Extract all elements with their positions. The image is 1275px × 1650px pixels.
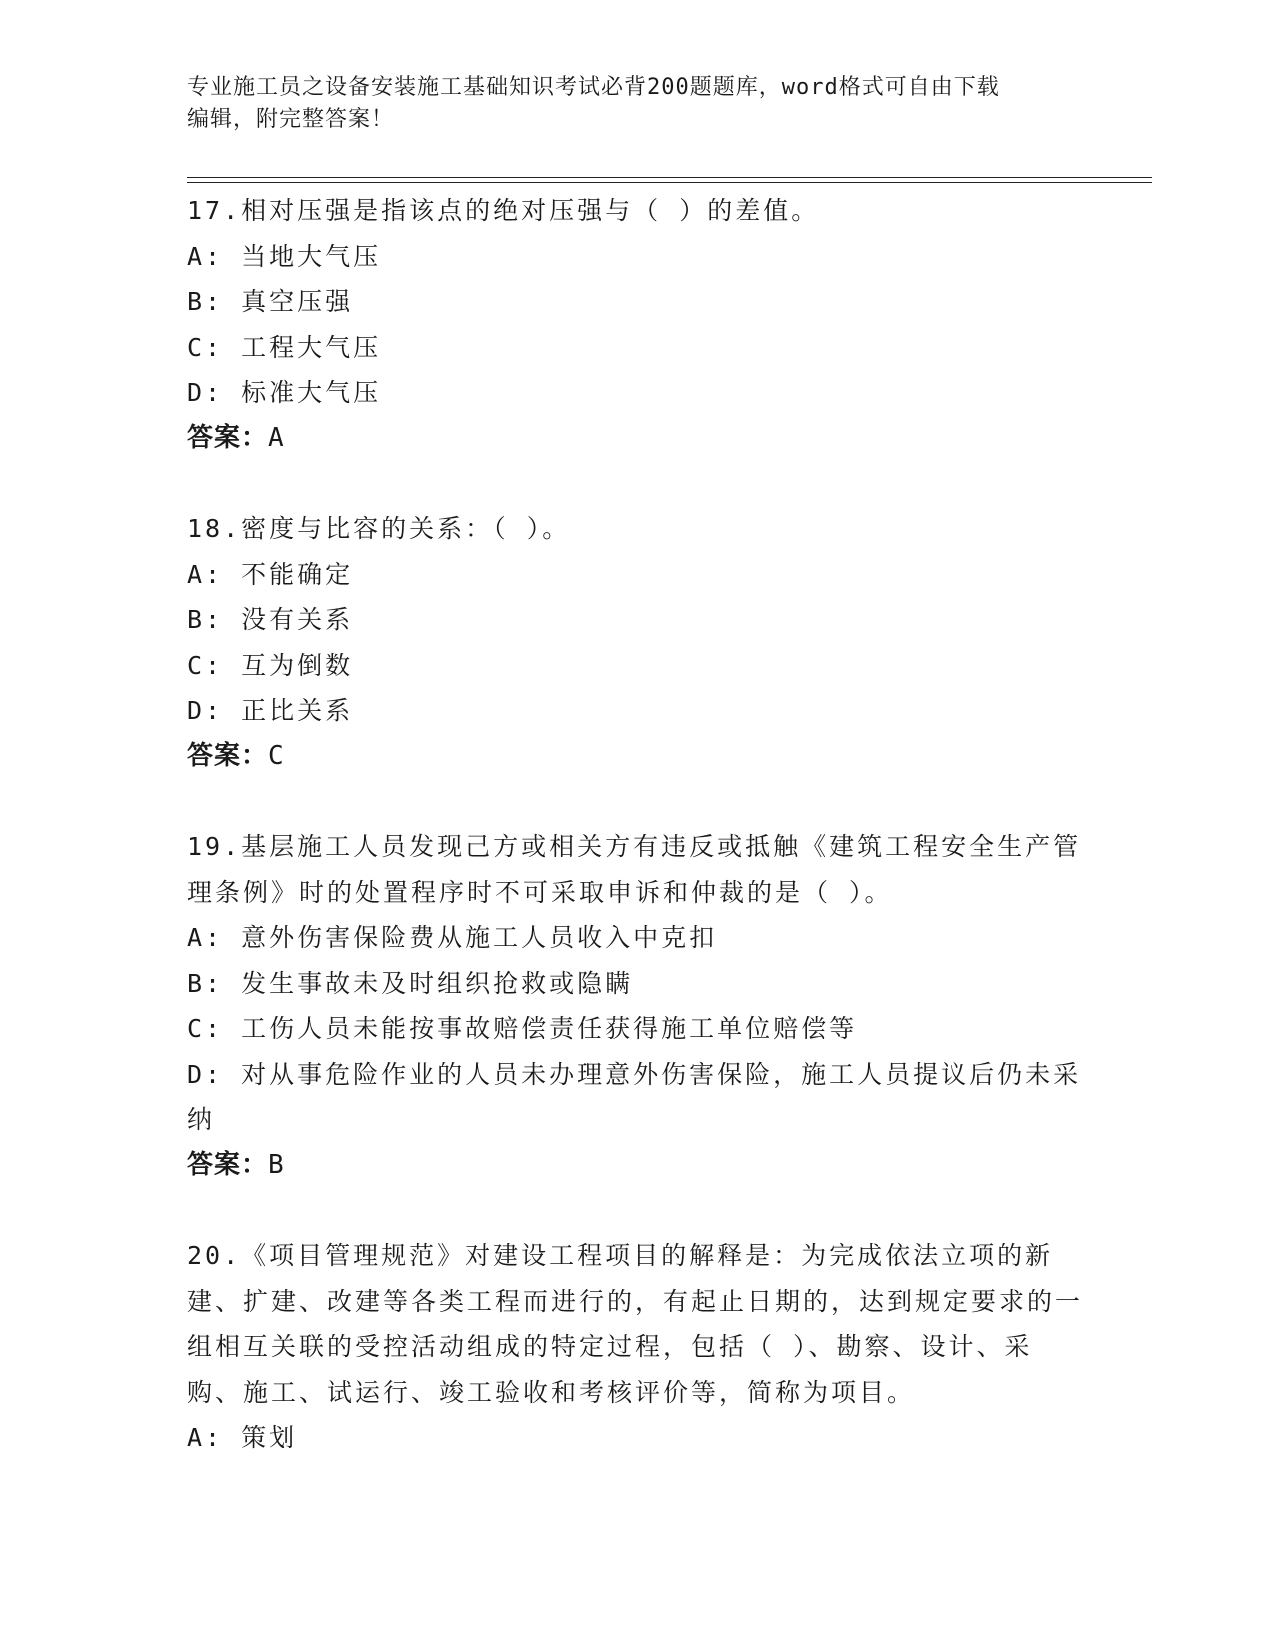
option-d: D: 标准大气压 [187, 378, 382, 407]
option-a: A: 意外伤害保险费从施工人员收入中克扣 [187, 923, 718, 952]
question-19 [187, 824, 1087, 1188]
answer-label: 答案： [187, 1149, 269, 1180]
option-b: B: 发生事故未及时组织抢救或隐瞒 [187, 968, 634, 998]
question-stem: 19.基层施工人员发现己方或相关方有违反或抵触《建筑工程安全生产管理条例》时的处置程序时不可采取申诉和仲裁的是（ ）。 [187, 832, 1082, 907]
header-divider-top [187, 177, 1152, 178]
question-list [187, 188, 1087, 1461]
answer-value: C [268, 740, 285, 771]
option-c: C: 工伤人员未能按事故赔偿责任获得施工单位赔偿等 [187, 1014, 858, 1043]
spacer [187, 461, 1087, 506]
option-a: A: 策划 [187, 1423, 298, 1452]
question-stem: 20.《项目管理规范》对建设工程项目的解释是：为完成依法立项的新建、扩建、改建等各类工程而进行的，有起止日期的，达到规定要求的一组相互关联的受控活动组成的特定过程，包括（ ）、勘察、设计、采购、施工、试运行、竣工验收和考核评价等，简称为项目。 [187, 1241, 1084, 1407]
option-b: B: 真空压强 [187, 287, 354, 316]
header-line-1: 专业施工员之设备安装施工基础知识考试必背200题题库，word格式可自由下载 [187, 75, 1000, 100]
question-stem: 18.密度与比容的关系：（ ）。 [187, 514, 571, 543]
option-d: D: 正比关系 [187, 696, 354, 725]
question-17 [187, 188, 1087, 461]
answer-line [187, 1143, 1087, 1189]
option-a: A: 不能确定 [187, 559, 354, 589]
header-divider-bottom [187, 182, 1152, 183]
answer-label: 答案： [187, 740, 269, 771]
question-18 [187, 506, 1087, 779]
option-c: C: 互为倒数 [187, 650, 354, 680]
option-b: B: 没有关系 [187, 605, 354, 634]
answer-line [187, 734, 1087, 780]
answer-value: A [268, 422, 285, 453]
spacer [187, 779, 1087, 824]
question-stem: 17.相对压强是指该点的绝对压强与（ ）的差值。 [187, 196, 820, 225]
question-20 [187, 1233, 1087, 1461]
document-header [187, 72, 1067, 136]
spacer [187, 1188, 1087, 1233]
answer-label: 答案： [187, 422, 269, 453]
header-line-2: 编辑，附完整答案！ [187, 107, 395, 132]
option-a: A: 当地大气压 [187, 241, 382, 271]
answer-value: B [268, 1149, 285, 1180]
option-d: D: 对从事危险作业的人员未办理意外伤害保险，施工人员提议后仍未采纳 [187, 1059, 1082, 1134]
answer-line [187, 416, 1087, 462]
option-c: C: 工程大气压 [187, 332, 382, 362]
